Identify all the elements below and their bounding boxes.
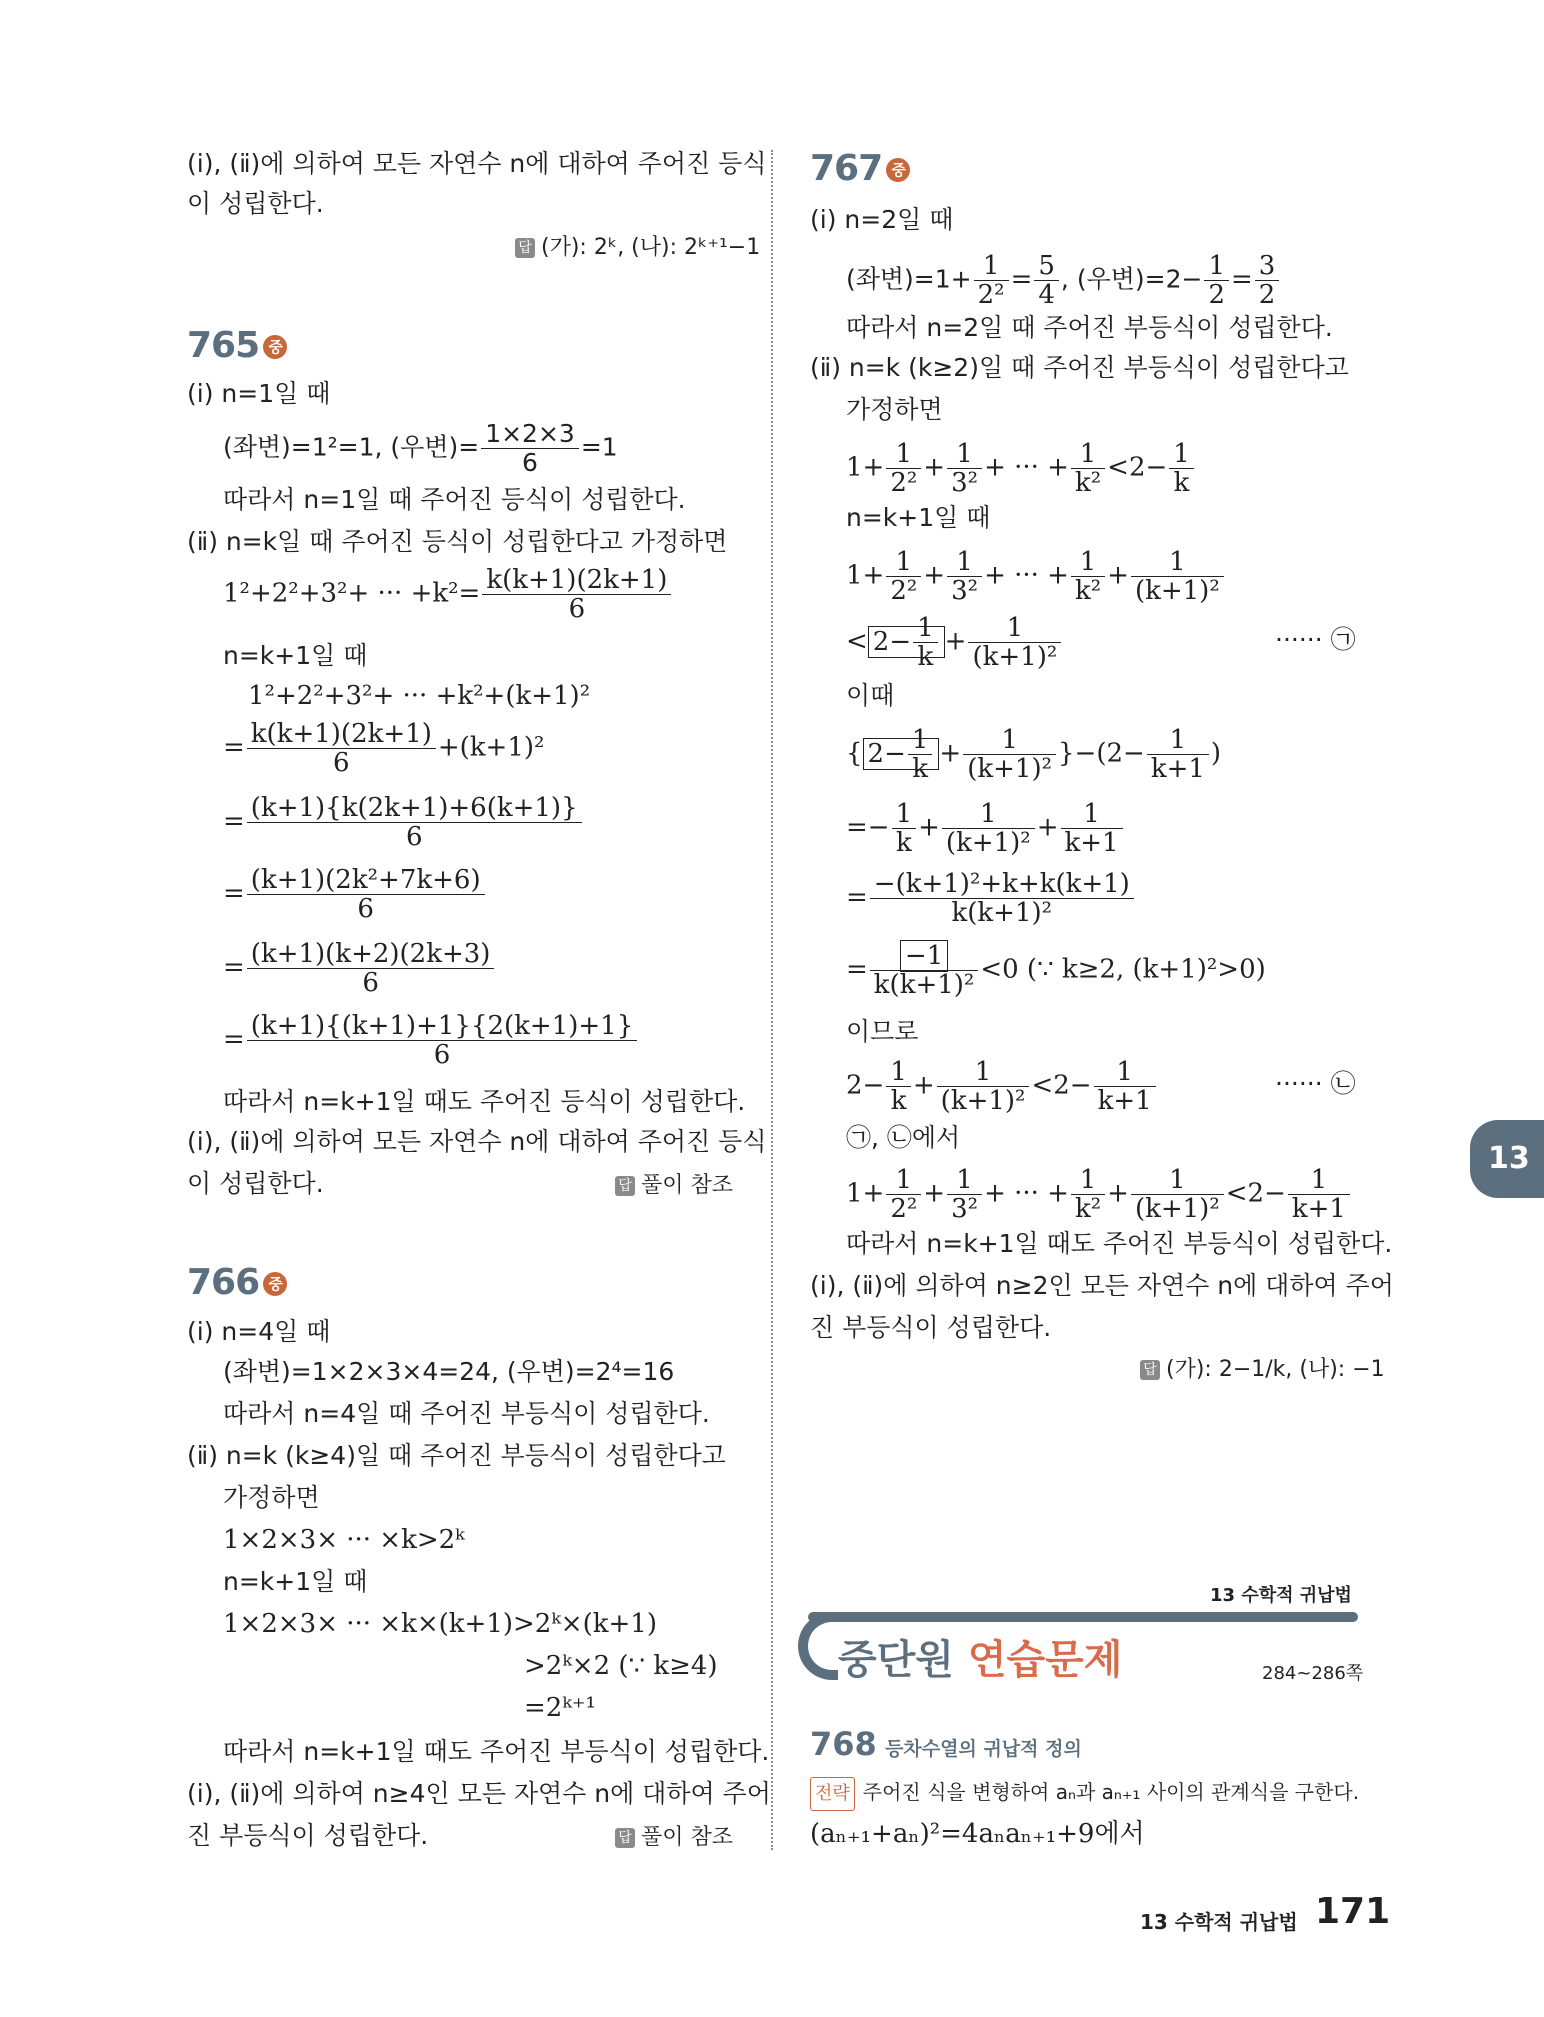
text-line: 이때 bbox=[846, 681, 895, 710]
equation-line: >2ᵏ×2 (∵ k≥4) bbox=[524, 1651, 718, 1681]
text-line: 이 성립한다. bbox=[187, 1169, 324, 1198]
equation-line: = $\frac{(k+1)\{k(2k+1)+6(k+1)\}}{6}$ bbox=[223, 794, 584, 851]
marker-2: ······ ㉡ bbox=[1275, 1069, 1356, 1098]
footer-chapter: 13 수학적 귀납법 bbox=[1140, 1910, 1298, 1934]
equation-line: = $\frac{-1}{\text{k(k+1)²}}$ <0 (∵ k≥2, (k+1)²>0) bbox=[846, 941, 1266, 1000]
text-line: 따라서 n=4일 때 주어진 부등식이 성립한다. bbox=[223, 1399, 710, 1428]
text-line: (좌변)=1×2×3×4=24, (우변)=2⁴=16 bbox=[223, 1357, 675, 1386]
text-line: (ⅰ), (ⅱ)에 의하여 n≥2인 모든 자연수 n에 대하여 주어 bbox=[810, 1271, 1394, 1300]
equation-line: 2− $\frac{1}{k}$ + $\frac{1}{\text{(k+1)²}}$ <2− $\frac{1}{k+1}$ bbox=[846, 1058, 1158, 1115]
equation-line: 1×2×3× ··· ×k×(k+1)>2ᵏ×(k+1) bbox=[223, 1609, 657, 1639]
text-line: (ⅰ), (ⅱ)에 의하여 모든 자연수 n에 대하여 주어진 등식 bbox=[187, 1127, 767, 1156]
text-line: (ⅱ) n=k일 때 주어진 등식이 성립한다고 가정하면 bbox=[187, 527, 728, 556]
equation-line: = $\frac{\text{−(k+1)²+k+k(k+1)}}{\text{k(k+1)²}}$ bbox=[846, 870, 1136, 927]
equation-line: (좌변)=1+ $\frac{1}{\text{2²}}$ = $\frac{5}{4}$ , (우변)=2− $\frac{1}{2}$ = $\frac{3}{2}$ bbox=[846, 252, 1281, 309]
text-line: (ⅰ) n=1일 때 bbox=[187, 379, 331, 408]
level-badge: 중 bbox=[263, 335, 287, 359]
text-line: (ⅰ), (ⅱ)에 의하여 모든 자연수 n에 대하여 주어진 등식 bbox=[187, 149, 767, 178]
text-line: 이므로 bbox=[846, 1017, 919, 1046]
text-line: 진 부등식이 성립한다. bbox=[810, 1313, 1052, 1342]
equation-line: =2ᵏ⁺¹ bbox=[524, 1693, 596, 1723]
text-line: 이 성립한다. bbox=[187, 189, 324, 218]
text-line: ㉠, ㉡에서 bbox=[846, 1123, 961, 1152]
equation-line: = $\frac{\text{(k+1)(2k²+7k+6)}}{6}$ bbox=[223, 866, 487, 923]
equation-line: =− $\frac{1}{k}$ + $\frac{1}{\text{(k+1)²}}$ + $\frac{1}{k+1}$ bbox=[846, 800, 1125, 857]
equation-line: (좌변)=1²=1, (우변)= $\frac{1\times 2\times 3}{6}$ =1 bbox=[223, 419, 618, 477]
equation-line: 1²+2²+3²+ ··· +k²+(k+1)² bbox=[248, 681, 591, 711]
answer-764: 답 (가): 2ᵏ, (나): 2ᵏ⁺¹−1 bbox=[515, 232, 760, 264]
text-line: 가정하면 bbox=[846, 395, 943, 424]
equation-line: (aₙ₊₁+aₙ)²=4aₙaₙ₊₁+9에서 bbox=[810, 1819, 1145, 1849]
equation-line: = $\frac{k(k+1)(2k+1)}{6}$ +(k+1)² bbox=[223, 719, 545, 778]
text-line: (ⅰ) n=4일 때 bbox=[187, 1317, 331, 1346]
equation-line: = $\frac{(k+1)(k+2)(2k+3)}{6}$ bbox=[223, 940, 496, 997]
problem-number-765: 765 중 bbox=[187, 325, 287, 366]
text-line: (ⅱ) n=k (k≥2)일 때 주어진 부등식이 성립한다고 bbox=[810, 353, 1349, 382]
equation-line: < 2− $\frac{1}{k}$ + $\frac{1}{\text{(k+1)²}}$ bbox=[846, 614, 1063, 671]
text-line: n=k+1일 때 bbox=[223, 1567, 368, 1596]
text-line: (ⅱ) n=k (k≥4)일 때 주어진 부등식이 성립한다고 bbox=[187, 1441, 726, 1470]
answer-label: 답 bbox=[515, 238, 535, 258]
fraction: $\frac{1\times 2\times 3}{6}$ bbox=[481, 420, 579, 477]
banner-title-right: 연습문제 bbox=[967, 1637, 1123, 1683]
column-divider bbox=[771, 150, 773, 1850]
chapter-label: 13 수학적 귀납법 bbox=[1210, 1585, 1352, 1606]
text-line: (ⅰ) n=2일 때 bbox=[810, 205, 954, 234]
equation-line: = $\frac{(k+1)\{(k+1)+1\}\{2(k+1)+1\}}{6}$ bbox=[223, 1012, 639, 1069]
problem-number-767: 767 중 bbox=[810, 148, 910, 189]
text-line: (ⅰ), (ⅱ)에 의하여 n≥4인 모든 자연수 n에 대하여 주어 bbox=[187, 1779, 771, 1808]
text-line: 따라서 n=k+1일 때도 주어진 등식이 성립한다. bbox=[223, 1087, 746, 1116]
equation-line: 1+ $\frac{1}{\text{2²}}$ + $\frac{1}{\text{3²}}$ + ··· + $\frac{1}{\text{k²}}$ <2− $\frac{1}{k}$ bbox=[846, 440, 1196, 497]
text-line: 따라서 n=k+1일 때도 주어진 부등식이 성립한다. bbox=[223, 1737, 770, 1766]
text-line: 따라서 n=2일 때 주어진 부등식이 성립한다. bbox=[846, 313, 1333, 342]
chapter-tab: 13 bbox=[1470, 1120, 1544, 1198]
page-range: 284~286쪽 bbox=[1262, 1663, 1364, 1684]
level-badge: 중 bbox=[886, 158, 910, 182]
answer-767: 답 (가): 2−1/k, (나): −1 bbox=[1140, 1354, 1385, 1386]
strategy-line: 전략 주어진 식을 변형하여 aₙ과 aₙ₊₁ 사이의 관계식을 구한다. bbox=[810, 1776, 1359, 1811]
text-line: 가정하면 bbox=[223, 1483, 320, 1512]
equation-line: 1+ $\frac{1}{\text{2²}}$ + $\frac{1}{\text{3²}}$ + ··· + $\frac{1}{\text{k²}}$ + $\frac{1}{\text{(k+1)²}}$ bbox=[846, 548, 1226, 605]
equation-line: 1²+2²+3²+ ··· +k²= $\frac{k(k+1)(2k+1)}{6}$ bbox=[223, 566, 673, 623]
equation-line: 1+ $\frac{1}{\text{2²}}$ + $\frac{1}{\text{3²}}$ + ··· + $\frac{1}{\text{k²}}$ + $\frac{1}{\text{(k+1)²}}$ <2− $\frac{1}{k+1}$ bbox=[846, 1166, 1352, 1223]
equation-line: 1×2×3× ··· ×k>2ᵏ bbox=[223, 1525, 465, 1555]
text-line: 따라서 n=1일 때 주어진 등식이 성립한다. bbox=[223, 485, 686, 514]
fraction: $\frac{k(k+1)(2k+1)}{6}$ bbox=[482, 566, 671, 623]
text-line: 따라서 n=k+1일 때도 주어진 부등식이 성립한다. bbox=[846, 1229, 1393, 1258]
marker-1: ······ ㉠ bbox=[1275, 625, 1356, 654]
problem-header-768: 768 등차수열의 귀납적 정의 bbox=[810, 1725, 1082, 1763]
banner-title-left: 중단원 bbox=[838, 1637, 954, 1683]
text-line: 진 부등식이 성립한다. bbox=[187, 1821, 429, 1850]
answer-765: 답 풀이 참조 bbox=[615, 1170, 733, 1202]
answer-766: 답 풀이 참조 bbox=[615, 1822, 733, 1854]
equation-line: { 2− $\frac{1}{k}$ + $\frac{1}{\text{(k+1)²}}$ }−(2− $\frac{1}{k+1}$ ) bbox=[846, 725, 1222, 784]
level-badge: 중 bbox=[263, 1272, 287, 1296]
text-line: n=k+1일 때 bbox=[846, 503, 991, 532]
strategy-badge: 전략 bbox=[810, 1777, 855, 1811]
text-line: n=k+1일 때 bbox=[223, 641, 368, 670]
page-number: 171 bbox=[1315, 1891, 1391, 1932]
problem-number-766: 766 중 bbox=[187, 1262, 287, 1303]
